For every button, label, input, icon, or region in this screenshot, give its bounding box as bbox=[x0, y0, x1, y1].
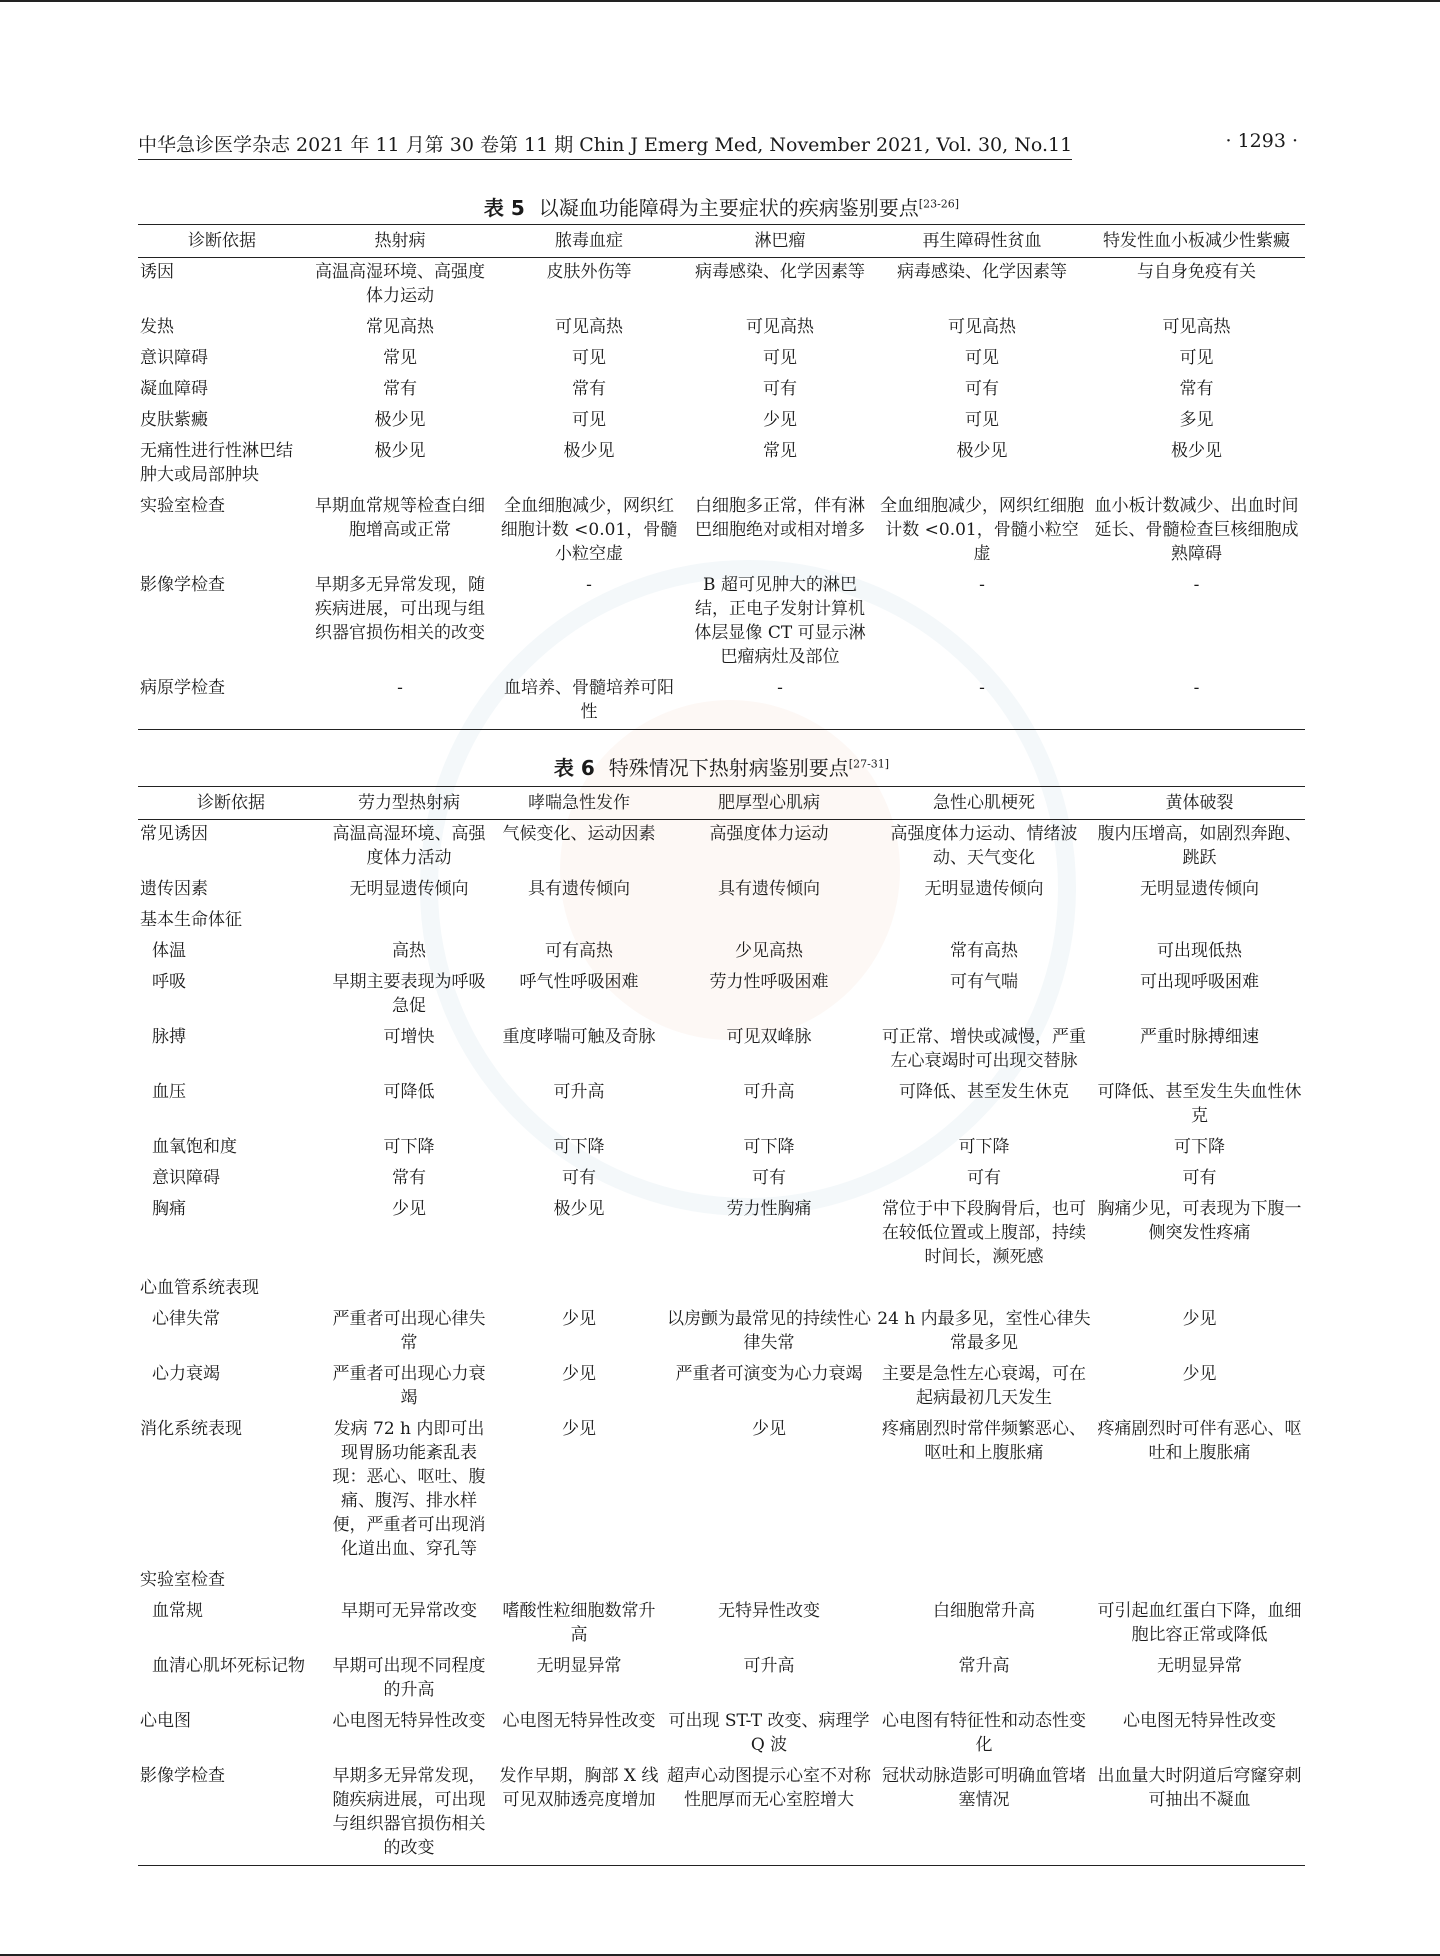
table-cell: 可降低、甚至发生休克 bbox=[899, 1082, 1069, 1102]
table-row bbox=[138, 1305, 1305, 1360]
table-cell: 可有 bbox=[752, 1168, 786, 1188]
row-label: 意识障碍 bbox=[140, 348, 208, 368]
table-cell bbox=[1094, 1274, 1305, 1305]
row-label: 基本生命体征 bbox=[140, 910, 242, 930]
table-cell: 可有高热 bbox=[545, 941, 613, 961]
row-label: 脉搏 bbox=[152, 1027, 186, 1047]
table-cell: 与自身免疫有关 bbox=[1137, 262, 1256, 282]
table-cell: 早期血常规等检查白细胞增高或正常 bbox=[315, 496, 485, 540]
table-cell: 可有 bbox=[562, 1168, 596, 1188]
table-cell: 病毒感染、化学因素等 bbox=[897, 262, 1067, 282]
table-row bbox=[138, 1707, 1305, 1762]
table-cell: - bbox=[306, 674, 494, 730]
column-header: 劳力型热射病 bbox=[324, 787, 494, 820]
table-cell: 少见 bbox=[562, 1309, 596, 1329]
table-cell: 心电图无特异性改变 bbox=[1123, 1711, 1276, 1731]
table-cell: 心电图无特异性改变 bbox=[332, 1711, 486, 1731]
table-row bbox=[138, 1195, 1305, 1274]
table-cell: 早期多无异常发现，随疾病进展，可出现与组织器官损伤相关的改变 bbox=[315, 575, 485, 643]
table-cell: 可见高热 bbox=[555, 317, 623, 337]
table-cell: 少见 bbox=[1182, 1309, 1217, 1329]
row-label: 心律失常 bbox=[152, 1309, 220, 1329]
table-cell: - bbox=[876, 674, 1088, 730]
table-cell: 可见 bbox=[1179, 348, 1214, 368]
page-number: · 1293 · bbox=[1225, 130, 1298, 152]
table-cell: 劳力性胸痛 bbox=[726, 1199, 812, 1219]
table-cell: 常见高热 bbox=[366, 317, 434, 337]
table-cell: 具有遗传倾向 bbox=[528, 879, 630, 899]
column-header: 黄体破裂 bbox=[1094, 787, 1305, 820]
row-label: 消化系统表现 bbox=[140, 1419, 242, 1439]
table-row bbox=[138, 1597, 1305, 1652]
table-cell: 严重时脉搏细速 bbox=[1140, 1027, 1259, 1047]
table-cell: 全血细胞减少，网织红细胞计数 <0.01，骨髓小粒空虚 bbox=[500, 496, 678, 564]
table-cell: 可引起血红蛋白下降，血细胞比容正常或降低 bbox=[1097, 1601, 1302, 1645]
table-cell bbox=[874, 1274, 1094, 1305]
table-cell: 可下降 bbox=[743, 1137, 795, 1157]
column-header: 诊断依据 bbox=[138, 225, 306, 258]
table-cell: 少见 bbox=[1182, 1364, 1217, 1384]
table-row bbox=[138, 937, 1305, 968]
table-row bbox=[138, 492, 1305, 571]
table-cell: 重度哮喘可触及奇脉 bbox=[502, 1027, 656, 1047]
table-cell: 可见双峰脉 bbox=[726, 1027, 812, 1047]
table-cell: 早期可出现不同程度的升高 bbox=[332, 1656, 486, 1700]
table-cell: 可见高热 bbox=[1162, 317, 1231, 337]
row-label: 影像学检查 bbox=[140, 575, 225, 595]
table-cell: 心电图有特征性和动态性变化 bbox=[882, 1711, 1086, 1755]
table-cell: 常有 bbox=[572, 379, 606, 399]
row-label: 心血管系统表现 bbox=[140, 1278, 259, 1298]
table-cell: 可见 bbox=[572, 410, 606, 430]
table-cell: 严重者可出现心律失常 bbox=[332, 1309, 486, 1353]
table-cell: 可有 bbox=[967, 1168, 1001, 1188]
table-cell: 高强度体力运动、情绪波动、天气变化 bbox=[890, 824, 1078, 868]
table-cell: 血小板计数减少、出血时间延长、骨髓检查巨核细胞成熟障碍 bbox=[1094, 496, 1299, 564]
table-row bbox=[138, 968, 1305, 1023]
table-cell: 具有遗传倾向 bbox=[718, 879, 820, 899]
row-label: 血氧饱和度 bbox=[152, 1137, 237, 1157]
table-cell: 极少见 bbox=[563, 441, 615, 461]
row-label: 血压 bbox=[152, 1082, 186, 1102]
row-label: 实验室检查 bbox=[140, 496, 225, 516]
table-cell: 出血量大时阴道后穹窿穿刺可抽出不凝血 bbox=[1094, 1762, 1305, 1866]
table-cell bbox=[874, 906, 1094, 937]
table-cell: 可增快 bbox=[383, 1027, 435, 1047]
column-header: 再生障碍性贫血 bbox=[876, 225, 1088, 258]
row-label: 凝血障碍 bbox=[140, 379, 208, 399]
table-row bbox=[138, 437, 1305, 492]
table5-ref: [23-26] bbox=[918, 197, 960, 211]
table-cell: 可下降 bbox=[1174, 1137, 1225, 1157]
table-cell: - bbox=[979, 575, 985, 595]
table-cell: 极少见 bbox=[1171, 441, 1222, 461]
table-cell bbox=[1094, 906, 1305, 937]
table-cell: 劳力性呼吸困难 bbox=[709, 972, 829, 992]
table-cell: - bbox=[1193, 575, 1200, 595]
table-cell: 白细胞多正常，伴有淋巴细胞绝对或相对增多 bbox=[695, 496, 865, 540]
table-row bbox=[138, 313, 1305, 344]
table-row bbox=[138, 1274, 1305, 1305]
table-cell: 可升高 bbox=[743, 1082, 795, 1102]
table-cell bbox=[494, 1566, 664, 1597]
table-cell: 无明显遗传倾向 bbox=[1140, 879, 1259, 899]
table-cell: 常位于中下段胸骨后，也可在较低位置或上腹部，持续时间长，濒死感 bbox=[882, 1199, 1086, 1267]
row-label: 血清心肌坏死标记物 bbox=[152, 1656, 305, 1676]
table-cell: 血培养、骨髓培养可阳性 bbox=[494, 674, 684, 730]
journal-citation: 中华急诊医学杂志 2021 年 11 月第 30 卷第 11 期 Chin J Emerg Med, November 2021, Vol. 30, No.11 bbox=[138, 130, 1072, 160]
table-cell: 常见 bbox=[383, 348, 417, 368]
table-row bbox=[138, 344, 1305, 375]
table-row bbox=[138, 1652, 1305, 1707]
table5-caption bbox=[138, 192, 1305, 221]
table-row bbox=[138, 258, 1305, 314]
table-cell: 白细胞常升高 bbox=[933, 1601, 1035, 1621]
table-cell: 极少见 bbox=[956, 441, 1008, 461]
table-cell: 疼痛剧烈时可伴有恶心、呕吐和上腹胀痛 bbox=[1097, 1419, 1302, 1463]
table-row bbox=[138, 820, 1305, 876]
row-label: 发热 bbox=[140, 317, 174, 337]
table-cell: 发作早期，胸部 X 线可见双肺透亮度增加 bbox=[494, 1762, 664, 1866]
table-cell: 可见 bbox=[572, 348, 606, 368]
row-label: 呼吸 bbox=[152, 972, 186, 992]
table-cell: - bbox=[1088, 674, 1305, 730]
table-cell: 可有气喘 bbox=[950, 972, 1018, 992]
table-cell: 可见 bbox=[763, 348, 797, 368]
table-cell: 早期主要表现为呼吸急促 bbox=[332, 972, 486, 1016]
row-label: 胸痛 bbox=[152, 1199, 186, 1219]
table-row bbox=[138, 1023, 1305, 1078]
column-header: 急性心肌梗死 bbox=[874, 787, 1094, 820]
table-cell: 嗜酸性粒细胞数常升高 bbox=[502, 1601, 656, 1645]
row-label: 皮肤紫癜 bbox=[140, 410, 208, 430]
table-cell: 少见 bbox=[562, 1419, 596, 1439]
table-cell: 高温高湿环境、高强度体力运动 bbox=[315, 262, 485, 306]
table-cell: 可出现呼吸困难 bbox=[1140, 972, 1259, 992]
table-cell: 早期可无异常改变 bbox=[341, 1601, 477, 1621]
table-cell: 可升高 bbox=[553, 1082, 605, 1102]
table-cell: 可下降 bbox=[553, 1137, 605, 1157]
table-cell: 可见高热 bbox=[948, 317, 1016, 337]
table-cell: 可下降 bbox=[383, 1137, 435, 1157]
table6-title: 特殊情况下热射病鉴别要点 bbox=[608, 756, 849, 780]
table-cell: 常见 bbox=[763, 441, 797, 461]
table-cell: 呼气性呼吸困难 bbox=[519, 972, 639, 992]
column-header: 肥厚型心肌病 bbox=[664, 787, 874, 820]
table-cell: B 超可见肿大的淋巴结，正电子发射计算机体层显像 CT 可显示淋巴瘤病灶及部位 bbox=[694, 575, 866, 667]
row-label: 血常规 bbox=[152, 1601, 203, 1621]
table5-label: 表 5 bbox=[483, 196, 525, 220]
table6-label: 表 6 bbox=[553, 756, 595, 780]
row-label: 遗传因素 bbox=[140, 879, 208, 899]
table-cell: 常有 bbox=[383, 379, 417, 399]
column-header: 特发性血小板减少性紫癜 bbox=[1088, 225, 1305, 258]
table-row bbox=[138, 406, 1305, 437]
table-cell: 以房颤为最常见的持续性心律失常 bbox=[667, 1309, 871, 1353]
table5-header-row bbox=[138, 225, 1305, 258]
table-row bbox=[138, 875, 1305, 906]
table-row bbox=[138, 375, 1305, 406]
table-cell: 无明显遗传倾向 bbox=[349, 879, 469, 899]
table-cell: 主要是急性左心衰竭，可在起病最初几天发生 bbox=[882, 1364, 1086, 1408]
table5 bbox=[138, 224, 1305, 730]
row-label: 诱因 bbox=[140, 262, 174, 282]
row-label: 心力衰竭 bbox=[152, 1364, 220, 1384]
table-cell: 冠状动脉造影可明确血管堵塞情况 bbox=[874, 1762, 1094, 1866]
table-cell: 发病 72 h 内即可出现胃肠功能紊乱表现：恶心、呕吐、腹痛、腹泻、排水样便，严重者可出现消化道出血、穿孔等 bbox=[332, 1419, 486, 1559]
table-cell: 胸痛少见，可表现为下腹一侧突发性疼痛 bbox=[1097, 1199, 1302, 1243]
column-header: 热射病 bbox=[306, 225, 494, 258]
table-cell: 心电图无特异性改变 bbox=[502, 1711, 656, 1731]
table-cell: 可有 bbox=[1182, 1168, 1217, 1188]
table-cell: 全血细胞减少，网织红细胞计数 <0.01，骨髓小粒空虚 bbox=[880, 496, 1084, 564]
table-cell: 早期多无异常发现，随疾病进展，可出现与组织器官损伤相关的改变 bbox=[324, 1762, 494, 1866]
table-cell bbox=[664, 906, 874, 937]
table-cell: 可有 bbox=[965, 379, 999, 399]
column-header: 哮喘急性发作 bbox=[494, 787, 664, 820]
table-row bbox=[138, 1762, 1305, 1866]
table-cell: 可正常、增快或减慢，严重左心衰竭时可出现交替脉 bbox=[882, 1027, 1086, 1071]
table-cell bbox=[664, 1274, 874, 1305]
table-cell: 可降低 bbox=[383, 1082, 435, 1102]
table-row bbox=[138, 571, 1305, 674]
column-header: 脓毒血症 bbox=[494, 225, 684, 258]
table-cell: 少见 bbox=[562, 1364, 596, 1384]
table-cell: 超声心动图提示心室不对称性肥厚而无心室腔增大 bbox=[664, 1762, 874, 1866]
table-cell: 少见 bbox=[763, 410, 797, 430]
table-cell: 高强度体力运动 bbox=[709, 824, 829, 844]
table-cell: 常有 bbox=[1179, 379, 1214, 399]
table-cell: - bbox=[684, 674, 876, 730]
table-row bbox=[138, 1360, 1305, 1415]
table-row bbox=[138, 1078, 1305, 1133]
table-cell: 极少见 bbox=[553, 1199, 605, 1219]
table-cell: 常升高 bbox=[958, 1656, 1010, 1676]
table-cell: 疼痛剧烈时常伴频繁恶心、呕吐和上腹胀痛 bbox=[882, 1419, 1086, 1463]
table-row bbox=[138, 1415, 1305, 1566]
table-cell: 多见 bbox=[1179, 410, 1214, 430]
table-cell: 可出现 ST-T 改变、病理学 Q 波 bbox=[668, 1711, 870, 1755]
row-label: 病原学检查 bbox=[138, 674, 306, 730]
table-row bbox=[138, 1133, 1305, 1164]
table-cell: 无明显异常 bbox=[536, 1656, 622, 1676]
table-cell bbox=[324, 1566, 494, 1597]
running-head bbox=[138, 130, 1298, 160]
table-cell: 高温高湿环境、高强度体力活动 bbox=[332, 824, 486, 868]
table-cell: 常有 bbox=[392, 1168, 426, 1188]
table-cell: 少见 bbox=[752, 1419, 786, 1439]
table-cell bbox=[874, 1566, 1094, 1597]
column-header: 淋巴瘤 bbox=[684, 225, 876, 258]
table-cell: 可有 bbox=[763, 379, 797, 399]
table6-ref: [27-31] bbox=[848, 757, 890, 771]
row-label: 心电图 bbox=[140, 1711, 191, 1731]
table-row bbox=[138, 674, 1305, 730]
table-cell: 常有高热 bbox=[950, 941, 1018, 961]
table-cell: 无特异性改变 bbox=[718, 1601, 820, 1621]
table-cell: 皮肤外伤等 bbox=[546, 262, 632, 282]
table-cell: 24 h 内最多见，室性心律失常最多见 bbox=[877, 1309, 1091, 1353]
table6-header-row bbox=[138, 787, 1305, 820]
table-cell: 病毒感染、化学因素等 bbox=[695, 262, 865, 282]
table-cell: 少见高热 bbox=[735, 941, 803, 961]
row-label: 体温 bbox=[152, 941, 186, 961]
table-cell: 高热 bbox=[392, 941, 426, 961]
table-cell: 气候变化、运动因素 bbox=[502, 824, 656, 844]
table-row bbox=[138, 1164, 1305, 1195]
row-label: 实验室检查 bbox=[140, 1570, 225, 1590]
table-cell bbox=[494, 1274, 664, 1305]
row-label: 影像学检查 bbox=[138, 1762, 324, 1866]
column-header: 诊断依据 bbox=[138, 787, 324, 820]
table-cell: 可降低、甚至发生失血性休克 bbox=[1097, 1082, 1302, 1126]
table-cell: - bbox=[586, 575, 592, 595]
table-cell: 可下降 bbox=[958, 1137, 1010, 1157]
table-cell: 可升高 bbox=[743, 1656, 795, 1676]
table-cell bbox=[1094, 1566, 1305, 1597]
table-cell: 极少见 bbox=[374, 441, 426, 461]
table-cell: 可见高热 bbox=[746, 317, 814, 337]
table6-caption bbox=[138, 752, 1305, 781]
table-cell: 严重者可演变为心力衰竭 bbox=[675, 1364, 863, 1384]
table-cell: 可见 bbox=[965, 348, 999, 368]
table-cell: 无明显遗传倾向 bbox=[924, 879, 1044, 899]
table-cell: 严重者可出现心力衰竭 bbox=[332, 1364, 486, 1408]
table-cell: 可出现低热 bbox=[1157, 941, 1242, 961]
table-row bbox=[138, 1566, 1305, 1597]
table-cell: 可见 bbox=[965, 410, 999, 430]
table-cell bbox=[324, 906, 494, 937]
row-label: 常见诱因 bbox=[140, 824, 208, 844]
table-cell bbox=[324, 1274, 494, 1305]
table-cell: 无明显异常 bbox=[1157, 1656, 1242, 1676]
table5-title: 以凝血功能障碍为主要症状的疾病鉴别要点 bbox=[538, 196, 919, 220]
table-cell: 腹内压增高，如剧烈奔跑、跳跃 bbox=[1097, 824, 1302, 868]
table6 bbox=[138, 786, 1305, 1866]
table-cell bbox=[664, 1566, 874, 1597]
table-cell bbox=[494, 906, 664, 937]
row-label: 无痛性进行性淋巴结肿大或局部肿块 bbox=[140, 441, 293, 485]
table-row bbox=[138, 906, 1305, 937]
table-cell: 极少见 bbox=[374, 410, 426, 430]
row-label: 意识障碍 bbox=[152, 1168, 220, 1188]
table-cell: 少见 bbox=[392, 1199, 426, 1219]
